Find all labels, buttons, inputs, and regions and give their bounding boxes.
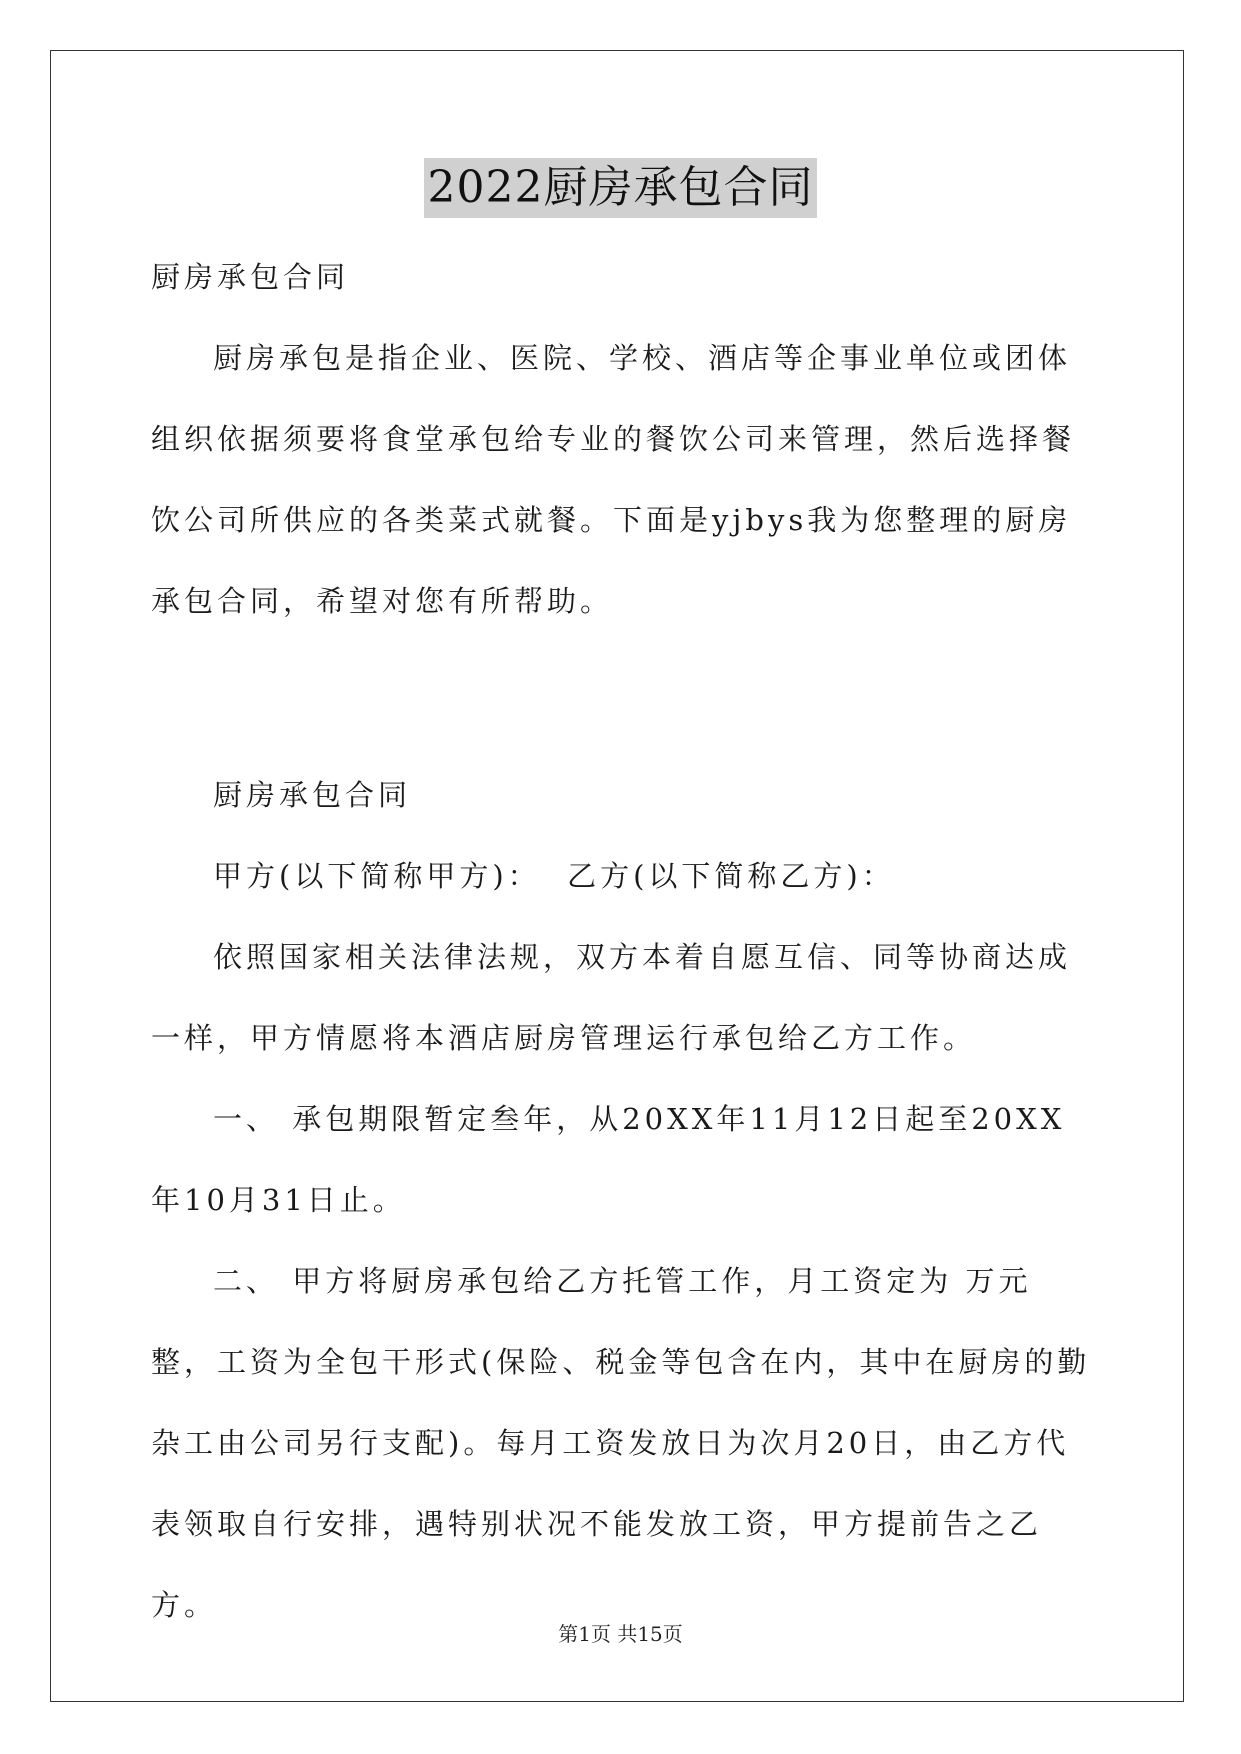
blank-line [151, 658, 1091, 739]
paragraph: 甲方(以下简称甲方)： 乙方(以下简称乙方)： [213, 859, 895, 893]
document-title: 2022厨房承包合同 [424, 158, 818, 218]
paragraph: 二、 甲方将厨房承包给乙方托管工作，月工资定为 万元整，工资为全包干形式(保险、税金等包含在内，其中在厨房的勤杂工由公司另行支配)。每月工资发放日为次月20日，由乙方代表领取自行安排，遇特别状况不能发放工资，甲方提前告之乙方。 [151, 1264, 1091, 1622]
paragraph: 厨房承包是指企业、医院、学校、酒店等企事业单位或团体组织依据须要将食堂承包给专业的餐饮公司来管理，然后选择餐饮公司所供应的各类菜式就餐。下面是yjbys我为您整理的厨房承包合同，希望对您有所帮助。 [151, 341, 1076, 618]
paragraph: 依照国家相关法律法规，双方本着自愿互信、同等协商达成一样，甲方情愿将本酒店厨房管理运行承包给乙方工作。 [151, 940, 1072, 1055]
title-container [0, 158, 1241, 218]
paragraph: 一、 承包期限暂定叁年，从20XX年11月12日起至20XX年10月31日止。 [151, 1102, 1066, 1217]
paragraph: 厨房承包合同 [213, 778, 412, 812]
document-body [151, 237, 1091, 1646]
paragraph: 厨房承包合同 [151, 260, 350, 294]
page-footer: 第1页 共15页 [558, 1622, 683, 1646]
